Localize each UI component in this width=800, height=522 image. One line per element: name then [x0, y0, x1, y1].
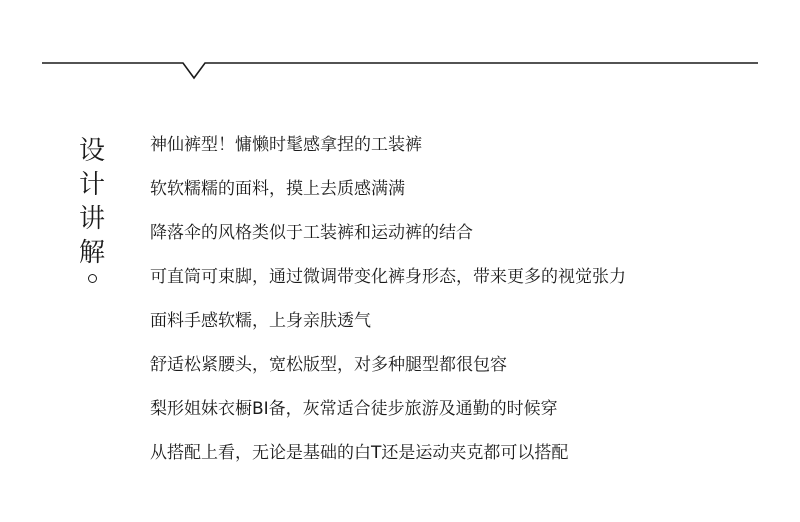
description-line: 可直筒可束脚，通过微调带变化裤身形态，带来更多的视觉张力	[150, 267, 626, 287]
section-title-char: 计	[78, 170, 105, 200]
description-line: 软软糯糯的面料，摸上去质感满满	[150, 179, 405, 199]
section-title-char: 解	[78, 238, 105, 268]
section-title	[76, 134, 108, 283]
description-line: 舒适松紧腰头，宽松版型，对多种腿型都很包容	[150, 355, 507, 375]
section-title-char: 设	[78, 136, 105, 166]
description-list	[150, 134, 626, 486]
period-mark	[88, 274, 97, 283]
description-line: 梨形姐妹衣橱BI备，灰常适合徒步旅游及通勤的时候穿	[150, 399, 558, 419]
header-divider	[0, 0, 800, 100]
description-line: 神仙裤型！慵懒时髦感拿捏的工装裤	[150, 135, 422, 155]
description-line: 面料手感软糯，上身亲肤透气	[150, 311, 371, 331]
description-line: 从搭配上看，无论是基础的白T还是运动夹克都可以搭配	[150, 443, 569, 463]
section-title-char: 讲	[78, 204, 105, 234]
description-line: 降落伞的风格类似于工装裤和运动裤的结合	[150, 223, 473, 243]
